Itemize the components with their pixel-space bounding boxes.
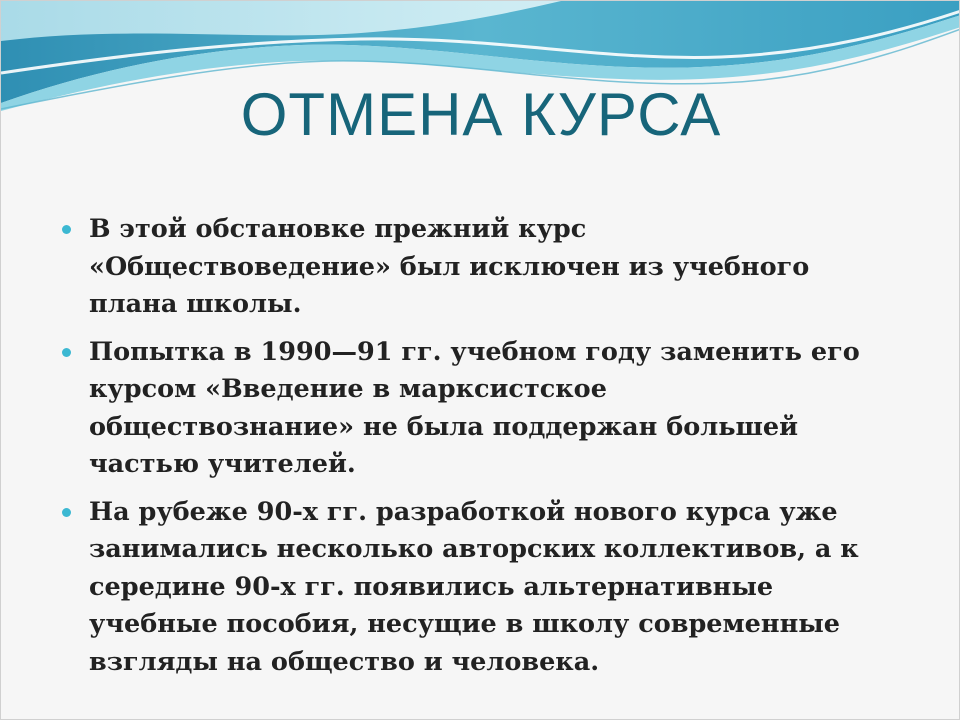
bullet-dot-icon <box>62 348 71 357</box>
bullet-item-1 <box>59 211 879 324</box>
bullet-text: В этой обстановке прежний курс «Обществоведение» был исключен из учебного плана школы. <box>89 214 810 319</box>
bullet-item-3 <box>59 494 879 682</box>
bullet-dot-icon <box>62 508 71 517</box>
bullet-text: На рубеже 90-х гг. разработкой нового курса уже занимались несколько авторских коллективов, а к середине 90-х гг. появились альтернативные учебные пособия, несущие в школу современные взгляды на общество и человека. <box>89 496 859 677</box>
bullet-text: Попытка в 1990—91 гг. учебном году заменить его курсом «Введение в марксистское обществознание» не была поддержан большей частью учителей. <box>89 336 860 479</box>
bullet-list <box>59 211 879 691</box>
bullet-dot-icon <box>62 225 71 234</box>
bullet-item-2 <box>59 334 879 484</box>
slide-title: ОТМЕНА КУРСА <box>240 81 722 148</box>
